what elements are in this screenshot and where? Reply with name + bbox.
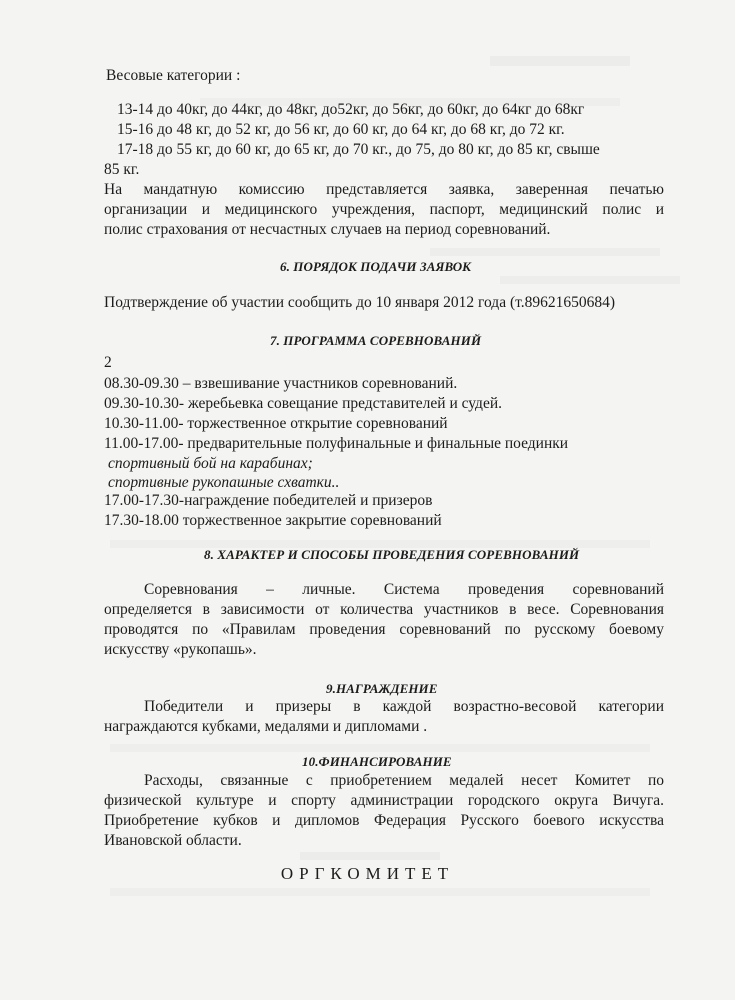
commission-line: На мандатную комиссию представляется заявка, заверенная печатью <box>104 181 664 198</box>
section-10-heading: 10.ФИНАНСИРОВАНИЕ <box>302 754 452 769</box>
section-9-line: награждаются кубками, медалями и дипломами . <box>104 718 428 735</box>
section-8-line: Соревнования – личные. Система проведения соревнований <box>144 581 664 598</box>
section-8-line: искусству «рукопашь». <box>104 641 257 658</box>
weight-row: 13-14 до 40кг, до 44кг, до 48кг, до52кг, до 56кг, до 60кг, до 64кг до 68кг <box>117 101 585 118</box>
section-10-line: Расходы, связанные с приобретением медалей несет Комитет по <box>144 772 664 789</box>
program-sub-item: спортивные рукопашные схватки.. <box>108 474 340 491</box>
section-8-heading: 8. ХАРАКТЕР И СПОСОБЫ ПРОВЕДЕНИЯ СОРЕВНОВАНИЙ <box>204 547 580 562</box>
section-9-line: Победители и призеры в каждой возрастно-весовой категории <box>144 698 664 715</box>
section-8-line: определяется в зависимости от количества участников в весе. Соревнования <box>104 601 664 618</box>
program-item: 09.30-10.30- жеребьевка совещание представителей и судей. <box>104 395 502 412</box>
section-10-line: Приобретение кубков и дипломов Федерация Русского боевого искусства <box>104 812 664 829</box>
program-item: 08.30-09.30 – взвешивание участников соревнований. <box>104 375 458 392</box>
program-date: 2 <box>104 354 112 371</box>
program-item: 17.00-17.30-награждение победителей и призеров <box>104 492 433 509</box>
section-6-heading: 6. ПОРЯДОК ПОДАЧИ ЗАЯВОК <box>280 259 472 274</box>
section-9-heading: 9.НАГРАЖДЕНИЕ <box>326 681 438 696</box>
commission-line: полис страхования от несчастных случаев на период соревнований. <box>104 221 551 238</box>
weight-row: 17-18 до 55 кг, до 60 кг, до 65 кг, до 70 кг., до 75, до 80 кг, до 85 кг, свыше <box>117 141 600 158</box>
section-10-line: Ивановской области. <box>104 832 242 849</box>
program-item: 10.30-11.00- торжественное открытие соревнований <box>104 415 448 432</box>
section-6-text: Подтверждение об участии сообщить до 10 января 2012 года (т.89621650684) <box>104 294 616 311</box>
orgcommittee-signature: ОРГКОМИТЕТ <box>280 864 455 883</box>
program-item: 17.30-18.00 торжественное закрытие соревнований <box>104 512 442 529</box>
commission-line: организации и медицинского учреждения, паспорт, медицинский полис и <box>104 201 664 218</box>
weight-categories-title: Весовые категории : <box>106 67 241 84</box>
weight-row: 85 кг. <box>104 161 140 178</box>
program-sub-item: спортивный бой на карабинах; <box>108 455 313 472</box>
section-7-heading: 7. ПРОГРАММА СОРЕВНОВАНИЙ <box>270 333 482 348</box>
weight-row: 15-16 до 48 кг, до 52 кг, до 56 кг, до 60 кг, до 64 кг, до 68 кг, до 72 кг. <box>117 121 565 138</box>
section-10-line: физической культуре и спорту администрации городского округа Вичуга. <box>104 792 664 809</box>
section-8-line: проводятся по «Правилам проведения соревнований по русскому боевому <box>104 621 664 638</box>
program-item: 11.00-17.00- предварительные полуфинальные и финальные поединки <box>104 435 569 452</box>
